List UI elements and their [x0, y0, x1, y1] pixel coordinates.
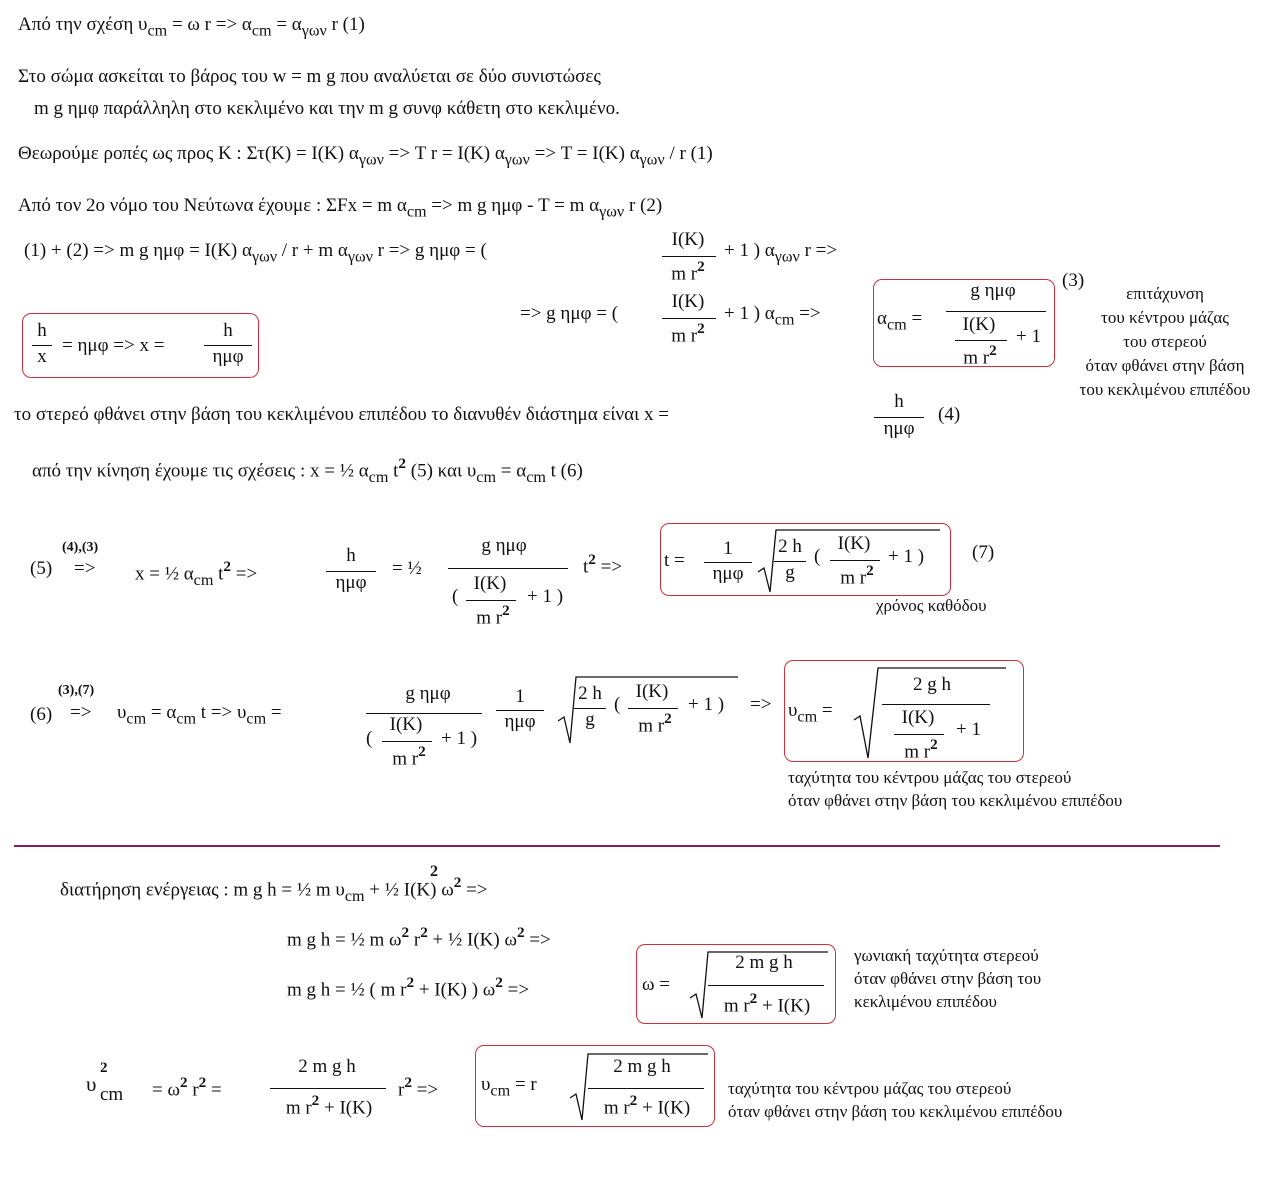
section-divider — [14, 845, 1220, 847]
note-line: ταχύτητα του κέντρου μάζας του στερεού — [728, 1079, 1012, 1098]
plus-one: + 1 ) — [888, 546, 925, 567]
equation-energy-2: m g h = ½ m $\omega^2$ $r^2$ + ½ I(K) $\omega^2$ => — [287, 924, 551, 951]
plus-one: + 1 ) — [688, 694, 725, 715]
equation-ref: (6) — [30, 704, 53, 725]
fraction-bar — [628, 708, 678, 709]
fraction-numerator: 2 m g h — [613, 1056, 671, 1077]
box-middle: = ημφ => x = — [62, 335, 165, 356]
note-line: κεκλιμένου επιπέδου — [854, 992, 997, 1011]
fraction-numerator: 2 g h — [913, 674, 951, 695]
fraction-numerator: 2 m g h — [735, 952, 793, 973]
equation-line-velocity: $\upsilon_{cm} = \alpha_{cm}$ $t => \upsilon_{cm}$ = — [117, 702, 282, 728]
equation-energy-3: m g h = ½ ( m $r^2 + I(K)$ ) $\omega^2$ => — [287, 974, 530, 1001]
fraction-numerator: h — [346, 545, 356, 566]
text-line-components: m g ημφ παράλληλη στο κεκλιμένο και την m g συνφ κάθετη στο κεκλιμένο. — [34, 98, 620, 119]
fraction-numerator: h — [894, 391, 904, 412]
paren: ( — [452, 586, 459, 607]
superscript: 2 — [430, 863, 438, 880]
fraction-bar — [946, 311, 1046, 312]
fraction-denominator: m $r^2$ — [671, 258, 705, 285]
note-fall-time: χρόνος καθόδου — [876, 596, 987, 615]
note-line: γωνιακή ταχύτητα στερεού — [854, 946, 1039, 965]
fraction-denominator: m $r^2 + I(K)$ — [723, 990, 811, 1017]
fraction-denominator: ημφ — [504, 711, 536, 732]
fraction-numerator: I(K) — [962, 314, 996, 335]
fraction-bar — [882, 704, 990, 705]
equation-line-sum: (1) + (2) => m g ημφ = I(K) $\alpha_{\gamma\omega\nu} / r + m$ $\alpha_{\gamma\omega\nu}$ r => g ημφ = ( — [24, 240, 487, 266]
text-line-weight: Στο σώμα ασκείται το βάρος του w = m g που αναλύεται σε δύο συνιστώσες — [18, 66, 601, 87]
fraction-bar — [662, 318, 716, 319]
fraction-bar — [448, 568, 568, 569]
fraction-bar — [270, 1088, 386, 1089]
fraction-bar — [708, 985, 824, 986]
fraction-numerator: I(K) — [635, 681, 669, 702]
note-velocity-final — [728, 1077, 1062, 1123]
equation-line-acm: => g ημφ = ( — [520, 303, 619, 324]
fraction-numerator: I(K) — [671, 291, 705, 312]
fraction-numerator: 2 m g h — [298, 1056, 356, 1077]
equation-line-time: x = ½ $\alpha_{cm}$ $t^2$ => — [135, 558, 258, 589]
fraction-numerator: h — [223, 320, 233, 341]
equation-energy-1: διατήρηση ενέργειας : m g h = ½ m $\upsilon_{cm}$ + ½ I(K) $\omega^2$ => — [60, 874, 488, 905]
equation-number: (4) — [938, 404, 961, 425]
fraction-numerator: 1 — [515, 686, 525, 707]
fraction-numerator: g ημφ — [481, 535, 527, 556]
note-velocity — [788, 766, 1122, 812]
note-line: όταν φθάνει στην βάση του — [854, 969, 1042, 988]
fraction-numerator: 2 h — [778, 536, 802, 557]
fraction-numerator: 1 — [723, 538, 733, 559]
equation-line-1: Από την σχέση $\upsilon_{cm} = \omega$ $r => \alpha_{cm} = \alpha_{\gamma\omega\nu}$ r (1) — [18, 14, 365, 40]
plus-one: + 1 — [956, 719, 981, 740]
equation-line-sum-tail: + 1 ) $\alpha_{\gamma\omega\nu}$ r => — [724, 240, 838, 266]
fraction-bar — [588, 1088, 704, 1089]
fraction-numerator: g ημφ — [970, 280, 1016, 301]
arrow: => — [74, 558, 96, 579]
note-line: ταχύτητα του κέντρου μάζας του στερεού — [788, 768, 1072, 787]
fraction-numerator: I(K) — [837, 533, 871, 554]
note-line: όταν φθάνει στην βάση του κεκλιμένου επιπέδου — [788, 791, 1123, 810]
fraction-denominator: x — [37, 346, 47, 367]
plus-one: + 1 ) — [441, 728, 478, 749]
fraction-bar — [894, 734, 944, 735]
subscript: cm — [100, 1084, 124, 1105]
box-plus-one: + 1 — [1016, 326, 1041, 347]
box-lhs: $\upsilon_{cm} = r$ — [481, 1074, 537, 1100]
fraction-bar — [830, 560, 880, 561]
text-line-kinematics: από την κίνηση έχουμε τις σχέσεις : x = ½ $\alpha_{cm}$ $t^2$ (5) και $\upsilon_{cm} = \alpha_{cm}$ t (6) — [32, 455, 583, 486]
paren: ( — [814, 546, 821, 567]
fraction-denominator: m $r^2$ — [392, 743, 426, 770]
fraction-denominator: g — [785, 562, 795, 583]
fraction-bar — [382, 741, 432, 742]
fraction-denominator: ημφ — [883, 418, 915, 439]
fraction-denominator: m $r^2$ — [840, 562, 874, 589]
superscript-ref: (4),(3) — [62, 540, 99, 555]
note-line: του κέντρου μάζας — [1101, 308, 1229, 327]
superscript-ref: (3),(7) — [58, 683, 95, 698]
fraction-denominator: m $r^2$ — [638, 710, 672, 737]
fraction-bar — [662, 256, 716, 257]
fraction-numerator: 2 h — [578, 683, 602, 704]
fraction-denominator: g — [585, 709, 595, 730]
box-lhs: ω = — [642, 974, 670, 995]
note-line: του κεκλιμένου επιπέδου — [1079, 380, 1251, 399]
fraction-bar — [466, 600, 516, 601]
fraction-denominator: m $r^2 + I(K)$ — [285, 1092, 373, 1119]
note-line: του στερεού — [1123, 332, 1207, 351]
fraction-denominator: m $r^2$ — [476, 602, 510, 629]
fraction-denominator: ημφ — [335, 572, 367, 593]
velocity-symbol: υ — [86, 1072, 97, 1096]
box-lhs: $\upsilon_{cm}$ = — [788, 700, 833, 726]
text-line-distance: το στερεό φθάνει στην βάση του κεκλιμένου επιπέδου το διανυθέν διάστημα είναι x = — [14, 404, 669, 425]
note-line: όταν φθάνει στην βάση του κεκλιμένου επιπέδου — [728, 1102, 1063, 1121]
arrow: => — [750, 694, 772, 715]
fraction-numerator: g ημφ — [405, 683, 451, 704]
box-lhs: $\alpha_{cm}$ = — [877, 308, 923, 334]
note-line: όταν φθάνει στην βάση — [1085, 356, 1245, 375]
equation-line-torque: Θεωρούμε ροπές ως προς Κ : Στ(Κ) = Ι(Κ) $\alpha_{\gamma\omega\nu} => T$ r = I(K) $\alpha_{\gamma\omega\nu} => T = I(K)$ $\alpha_{\gamma\omega\nu}$ / r (1) — [18, 143, 713, 169]
fraction-denominator: m $r^2$ — [671, 320, 705, 347]
fraction-numerator: h — [37, 320, 47, 341]
fraction-numerator: I(K) — [671, 229, 705, 250]
fraction-numerator: I(K) — [473, 573, 507, 594]
fraction-denominator: m $r^2$ — [963, 342, 997, 369]
paren: ( — [614, 694, 621, 715]
equation-number: (3) — [1062, 270, 1085, 291]
paren: ( — [366, 728, 373, 749]
fraction-numerator: I(K) — [389, 714, 423, 735]
superscript: 2 — [100, 1060, 108, 1076]
fraction-numerator: I(K) — [901, 707, 935, 728]
equation-line-newton: Από τον 2ο νόμο του Νεύτωνα έχουμε : ΣFx = m $\alpha_{cm} => m$ g ημφ - T = m $\alpha_{\gamma\omega\nu}$ r (2) — [18, 195, 663, 221]
fraction-denominator: m $r^2$ — [904, 736, 938, 763]
plus-one: + 1 ) — [527, 586, 564, 607]
equation-ref: (5) — [30, 558, 53, 579]
note-line: επιτάχυνση — [1126, 284, 1204, 303]
equation-number: (7) — [972, 542, 995, 563]
equation-last-tail: $r^2$ => — [398, 1074, 439, 1101]
equation-last: = $\omega^2$ $r^2$ = — [152, 1074, 222, 1101]
note-angular-velocity — [854, 944, 1041, 1013]
fraction-denominator: ημφ — [712, 563, 744, 584]
arrow: => — [70, 702, 92, 723]
equation-line-acm-tail: + 1 ) $\alpha_{cm}$ => — [724, 303, 821, 329]
equation-half: = ½ — [392, 558, 422, 579]
fraction-denominator: m $r^2 + I(K)$ — [603, 1092, 691, 1119]
box-lhs: t = — [664, 550, 685, 571]
equation-tail: $t^2$ => — [583, 551, 623, 578]
fraction-bar — [955, 340, 1007, 341]
fraction-denominator: ημφ — [212, 346, 244, 367]
note-acceleration — [1050, 282, 1280, 402]
